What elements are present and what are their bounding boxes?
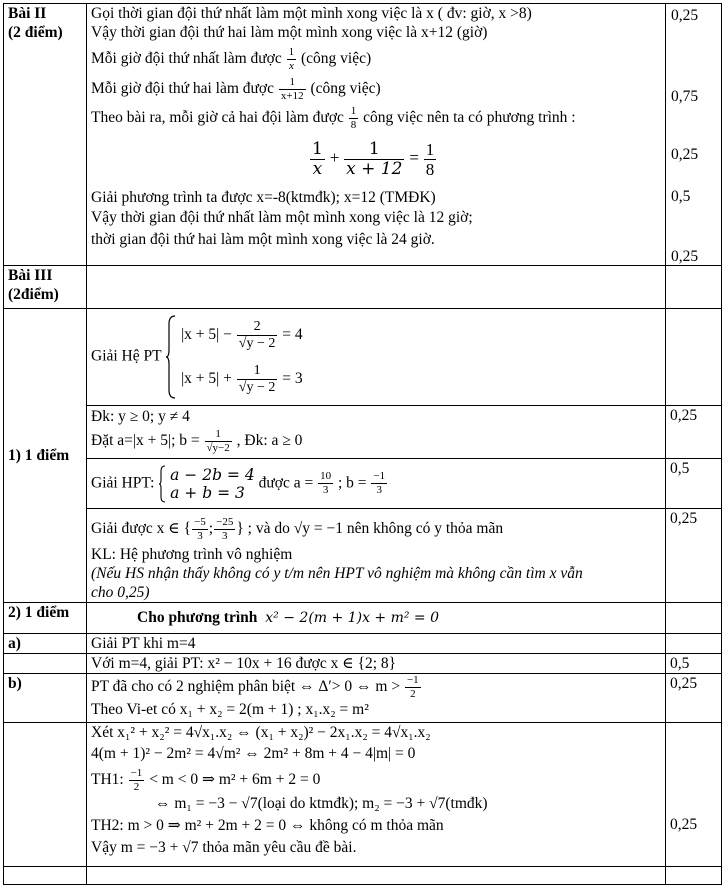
eq-part: |x + 5| − — [181, 326, 232, 343]
fraction-b-value — [371, 471, 387, 496]
bai2-line5-text: Theo bài ra, mỗi giờ cả hai đội làm được — [91, 109, 344, 126]
p1-condition-row — [4, 406, 722, 459]
pb-line1 — [91, 674, 661, 700]
p1-condition-cell — [87, 406, 666, 459]
fraction-1-over-sqrt — [237, 364, 278, 395]
bai2-line7: Vậy thời gian đội thứ nhất làm một mình xong việc là 12 giờ; — [91, 209, 473, 226]
bai2-line4-unit: (công việc) — [310, 80, 381, 97]
pb-line-cell — [87, 674, 666, 723]
frac-num: −1 — [373, 470, 386, 482]
p2-equation: x² − 2(m + 1)x + m² = 0 — [265, 610, 440, 626]
hpt-row2: a + b = 3 — [170, 483, 245, 502]
hpt-rows — [170, 466, 255, 502]
hpt-label: Giải HPT: — [91, 474, 155, 492]
fraction-1-over-x — [287, 47, 297, 72]
bai2-line2: Vậy thời gian đội thứ hai làm một mình xong việc là x+12 (giờ) — [91, 24, 488, 41]
frac-den: x + 12 — [346, 158, 403, 179]
trailing-row — [4, 867, 722, 885]
frac-den: √y−2 — [206, 441, 230, 454]
fraction-1-over-x12 — [279, 77, 306, 102]
frac-num: 1 — [425, 139, 435, 159]
score: 0,5 — [671, 188, 691, 205]
bai2-equation — [91, 132, 661, 184]
bai3-row — [4, 266, 722, 309]
frac-num: 2 — [237, 320, 278, 336]
score: 0,25 — [671, 248, 699, 265]
fraction-x2 — [214, 517, 235, 542]
fraction-1-over-8 — [349, 106, 359, 131]
p2-score-empty — [666, 603, 722, 634]
pb-label: b) — [8, 675, 22, 692]
pa-row1 — [4, 634, 722, 654]
bai2-line8: thời gian đội thứ hai làm một mình xong việc là 24 giờ. — [91, 231, 435, 248]
eq-frac-2 — [344, 138, 404, 179]
bai3-title: Bài III — [8, 267, 53, 284]
p1-score-cell — [666, 459, 722, 509]
fraction-b — [205, 429, 232, 454]
bai2-line6: Giải phương trình ta được x=-8(ktmđk); x=12 (TMĐK) — [91, 189, 436, 206]
fraction-x1 — [192, 517, 208, 542]
pb-score-cell2 — [666, 723, 722, 867]
pb-math4: ⇔ m₁ = −3 − √7(loại do ktmđk); m₂ = −3 + √7(tmđk) — [155, 795, 488, 812]
hpt-result-b: ; b = — [337, 474, 367, 492]
frac-num: 1 — [288, 45, 295, 58]
p1-dk-line: Đk: y ≥ 0; y ≠ 4 — [91, 408, 190, 425]
pa-line2-cell — [87, 654, 666, 674]
bai2-row — [4, 4, 722, 266]
pa-label: a) — [8, 635, 21, 652]
hpt-row1: a − 2b = 4 — [170, 465, 255, 484]
score: 0,25 — [670, 675, 698, 692]
pa-line1: Giải PT khi m=4 — [91, 635, 196, 652]
sub-condition: , Đk: a ≥ 0 — [236, 432, 303, 449]
empty-cell — [666, 867, 722, 885]
p1-system-row — [4, 309, 722, 406]
answer-table — [3, 3, 722, 885]
fraction-case1 — [129, 768, 145, 793]
eq-plus: + — [329, 148, 340, 167]
p1-conclusion: KL: Hệ phương trình vô nghiệm — [91, 546, 293, 563]
pb-row2 — [4, 723, 722, 867]
eq-frac-1 — [310, 138, 325, 179]
frac-num: 1 — [279, 77, 306, 90]
frac-den: 3 — [221, 529, 228, 542]
frac-num: 1 — [344, 141, 404, 160]
fraction-a — [318, 471, 333, 496]
pb-math2: 4(m + 1)² − 2m² = 4√m² ⇔ 2m² + 8m + 4 − 4|m| = 0 — [91, 745, 416, 762]
bai2-line4-text: Mỗi giờ đội thứ hai làm được — [91, 80, 275, 97]
pb-line2: Theo Vi-et có x₁ + x₂ = 2(m + 1) ; x₁.x₂ = m² — [91, 701, 369, 718]
score: 0,25 — [670, 407, 698, 424]
score: 0,25 — [671, 7, 699, 24]
pb-row1 — [4, 674, 722, 723]
p1-system-row2 — [181, 357, 303, 401]
frac-den: √y − 2 — [238, 379, 276, 395]
bai2-label-cell — [4, 4, 87, 266]
left-brace-icon — [158, 465, 166, 503]
pb-math3 — [91, 766, 661, 794]
p2-title-cell — [87, 603, 666, 634]
p1-score-empty — [666, 309, 722, 406]
case1-label: TH1: — [91, 771, 124, 788]
score: 0,5 — [670, 460, 690, 477]
frac-den: 2 — [133, 780, 140, 793]
hpt-result-a: được a = — [258, 474, 314, 492]
solution-rest: } ; và do √y = −1 nên không có y thỏa mãn — [236, 520, 504, 537]
bai2-scores — [666, 4, 722, 266]
eq-part: = 4 — [282, 326, 303, 343]
p1-hpt-cell — [87, 459, 666, 509]
frac-num: −1 — [130, 766, 143, 779]
bai2-line3-unit: (công việc) — [301, 50, 372, 67]
p1-note-line2: cho 0,25) — [91, 584, 150, 601]
frac-den: x+12 — [280, 89, 304, 102]
score: 0,25 — [670, 510, 698, 527]
pa-score-empty — [666, 634, 722, 654]
eq-part: |x + 5| + — [181, 370, 232, 387]
frac-den: 3 — [197, 529, 203, 542]
solution-text: Giải được x ∈ { — [91, 520, 192, 537]
p1-label: 1) 1 điểm — [8, 447, 70, 464]
pb-math1: Xét x₁² + x₂² = 4√x₁.x₂ ⇔ (x₁ + x₂)² − 2x₁.x₂ = 4√x₁.x₂ — [91, 724, 431, 741]
pb-math-cell — [87, 723, 666, 867]
score: 0,75 — [671, 88, 699, 105]
frac-den: x — [288, 59, 294, 72]
frac-num: −25 — [216, 515, 234, 528]
p1-substitution-line — [91, 426, 661, 456]
bai3-empty — [87, 266, 666, 309]
p1-system-row1 — [181, 313, 303, 357]
p1-solution-line — [91, 509, 661, 545]
p1-note-line1: (Nếu HS nhận thấy không có y t/m nên HPT vô nghiệm mà không cần tìm x vẫn — [91, 565, 583, 582]
frac-num: 1 — [237, 364, 278, 380]
pb-label-cell — [4, 674, 87, 723]
score: 0,5 — [670, 655, 690, 672]
pb-label-empty — [4, 723, 87, 867]
p2-label: 2) 1 điểm — [8, 604, 70, 621]
bai3-score-empty — [666, 266, 722, 309]
pa-line2: Với m=4, giải PT: x² − 10x + 16 được x ∈ {2; 8} — [91, 655, 397, 672]
frac-num: −5 — [194, 515, 206, 528]
empty-cell — [87, 867, 666, 885]
frac-num: 1 — [312, 138, 323, 159]
eq-part: = 3 — [282, 370, 303, 387]
bai2-line3 — [91, 44, 661, 74]
p1-solution-row — [4, 509, 722, 603]
case1-rest: < m < 0 ⇒ m² + 6m + 2 = 0 — [149, 771, 321, 788]
p1-system-rows — [181, 313, 303, 401]
p2-row — [4, 603, 722, 634]
p1-label-cell — [4, 309, 87, 603]
p1-hpt-row — [4, 459, 722, 509]
fraction-2-over-sqrt — [237, 320, 278, 351]
sub-text: Đặt a=|x + 5|; b = — [91, 432, 200, 449]
bai2-line5 — [91, 104, 661, 132]
p2-title: Cho phương trình — [137, 609, 258, 626]
p1-system-cell — [87, 309, 666, 406]
p1-score-cell — [666, 509, 722, 603]
eq-equals: = — [409, 148, 419, 167]
bai2-content — [87, 4, 666, 266]
pa-line1-cell — [87, 634, 666, 654]
eq-frac-3 — [424, 141, 437, 178]
frac-num: 1 — [205, 429, 232, 442]
bai3-points: (2điểm) — [8, 286, 59, 303]
frac-den: √y − 2 — [238, 335, 276, 351]
solution-sep: ; — [208, 520, 214, 537]
score: 0,25 — [670, 816, 698, 833]
frac-den: 2 — [410, 687, 416, 700]
pa-label-empty — [4, 654, 87, 674]
frac-num: −1 — [406, 673, 419, 686]
fraction-m — [405, 675, 421, 700]
empty-cell — [4, 867, 87, 885]
pb-score-cell — [666, 674, 722, 723]
bai2-line3-text: Mỗi giờ đội thứ nhất làm được — [91, 50, 282, 67]
frac-num: 10 — [320, 470, 332, 482]
pb-math6: Vậy m = −3 + √7 thỏa mãn yêu cầu đề bài. — [91, 839, 357, 856]
frac-num: 1 — [350, 104, 357, 117]
bai3-label-cell — [4, 266, 87, 309]
frac-den: 8 — [425, 159, 435, 179]
pa-row2 — [4, 654, 722, 674]
bai2-line1: Gọi thời gian đội thứ nhất làm một mình xong việc là x ( đv: giờ, x >8) — [91, 5, 532, 22]
p2-label-cell — [4, 603, 87, 634]
score: 0,25 — [671, 146, 699, 163]
bai2-title: Bài II — [8, 5, 47, 22]
frac-den: 3 — [322, 484, 329, 496]
p1-system-label: Giải Hệ PT — [91, 347, 162, 365]
pa-score-cell — [666, 654, 722, 674]
bai2-points: (2 điểm) — [8, 24, 63, 41]
p1-score-cell — [666, 406, 722, 459]
left-brace-icon — [165, 314, 177, 400]
bai2-line5-rest: công việc nên ta có phương trình : — [363, 109, 576, 126]
frac-den: 8 — [350, 118, 357, 131]
bai2-line4 — [91, 74, 661, 104]
pb-line1-text: PT đã cho có 2 nghiệm phân biệt ⇔ Δ′> 0 ⇔ m > — [91, 678, 401, 695]
p1-solution-cell — [87, 509, 666, 603]
frac-den: x — [312, 158, 323, 179]
pa-label-cell — [4, 634, 87, 654]
pb-math5: TH2: m > 0 ⇒ m² + 2m + 2 = 0 ⇔ không có m thỏa mãn — [91, 817, 444, 834]
frac-den: 3 — [376, 484, 382, 496]
